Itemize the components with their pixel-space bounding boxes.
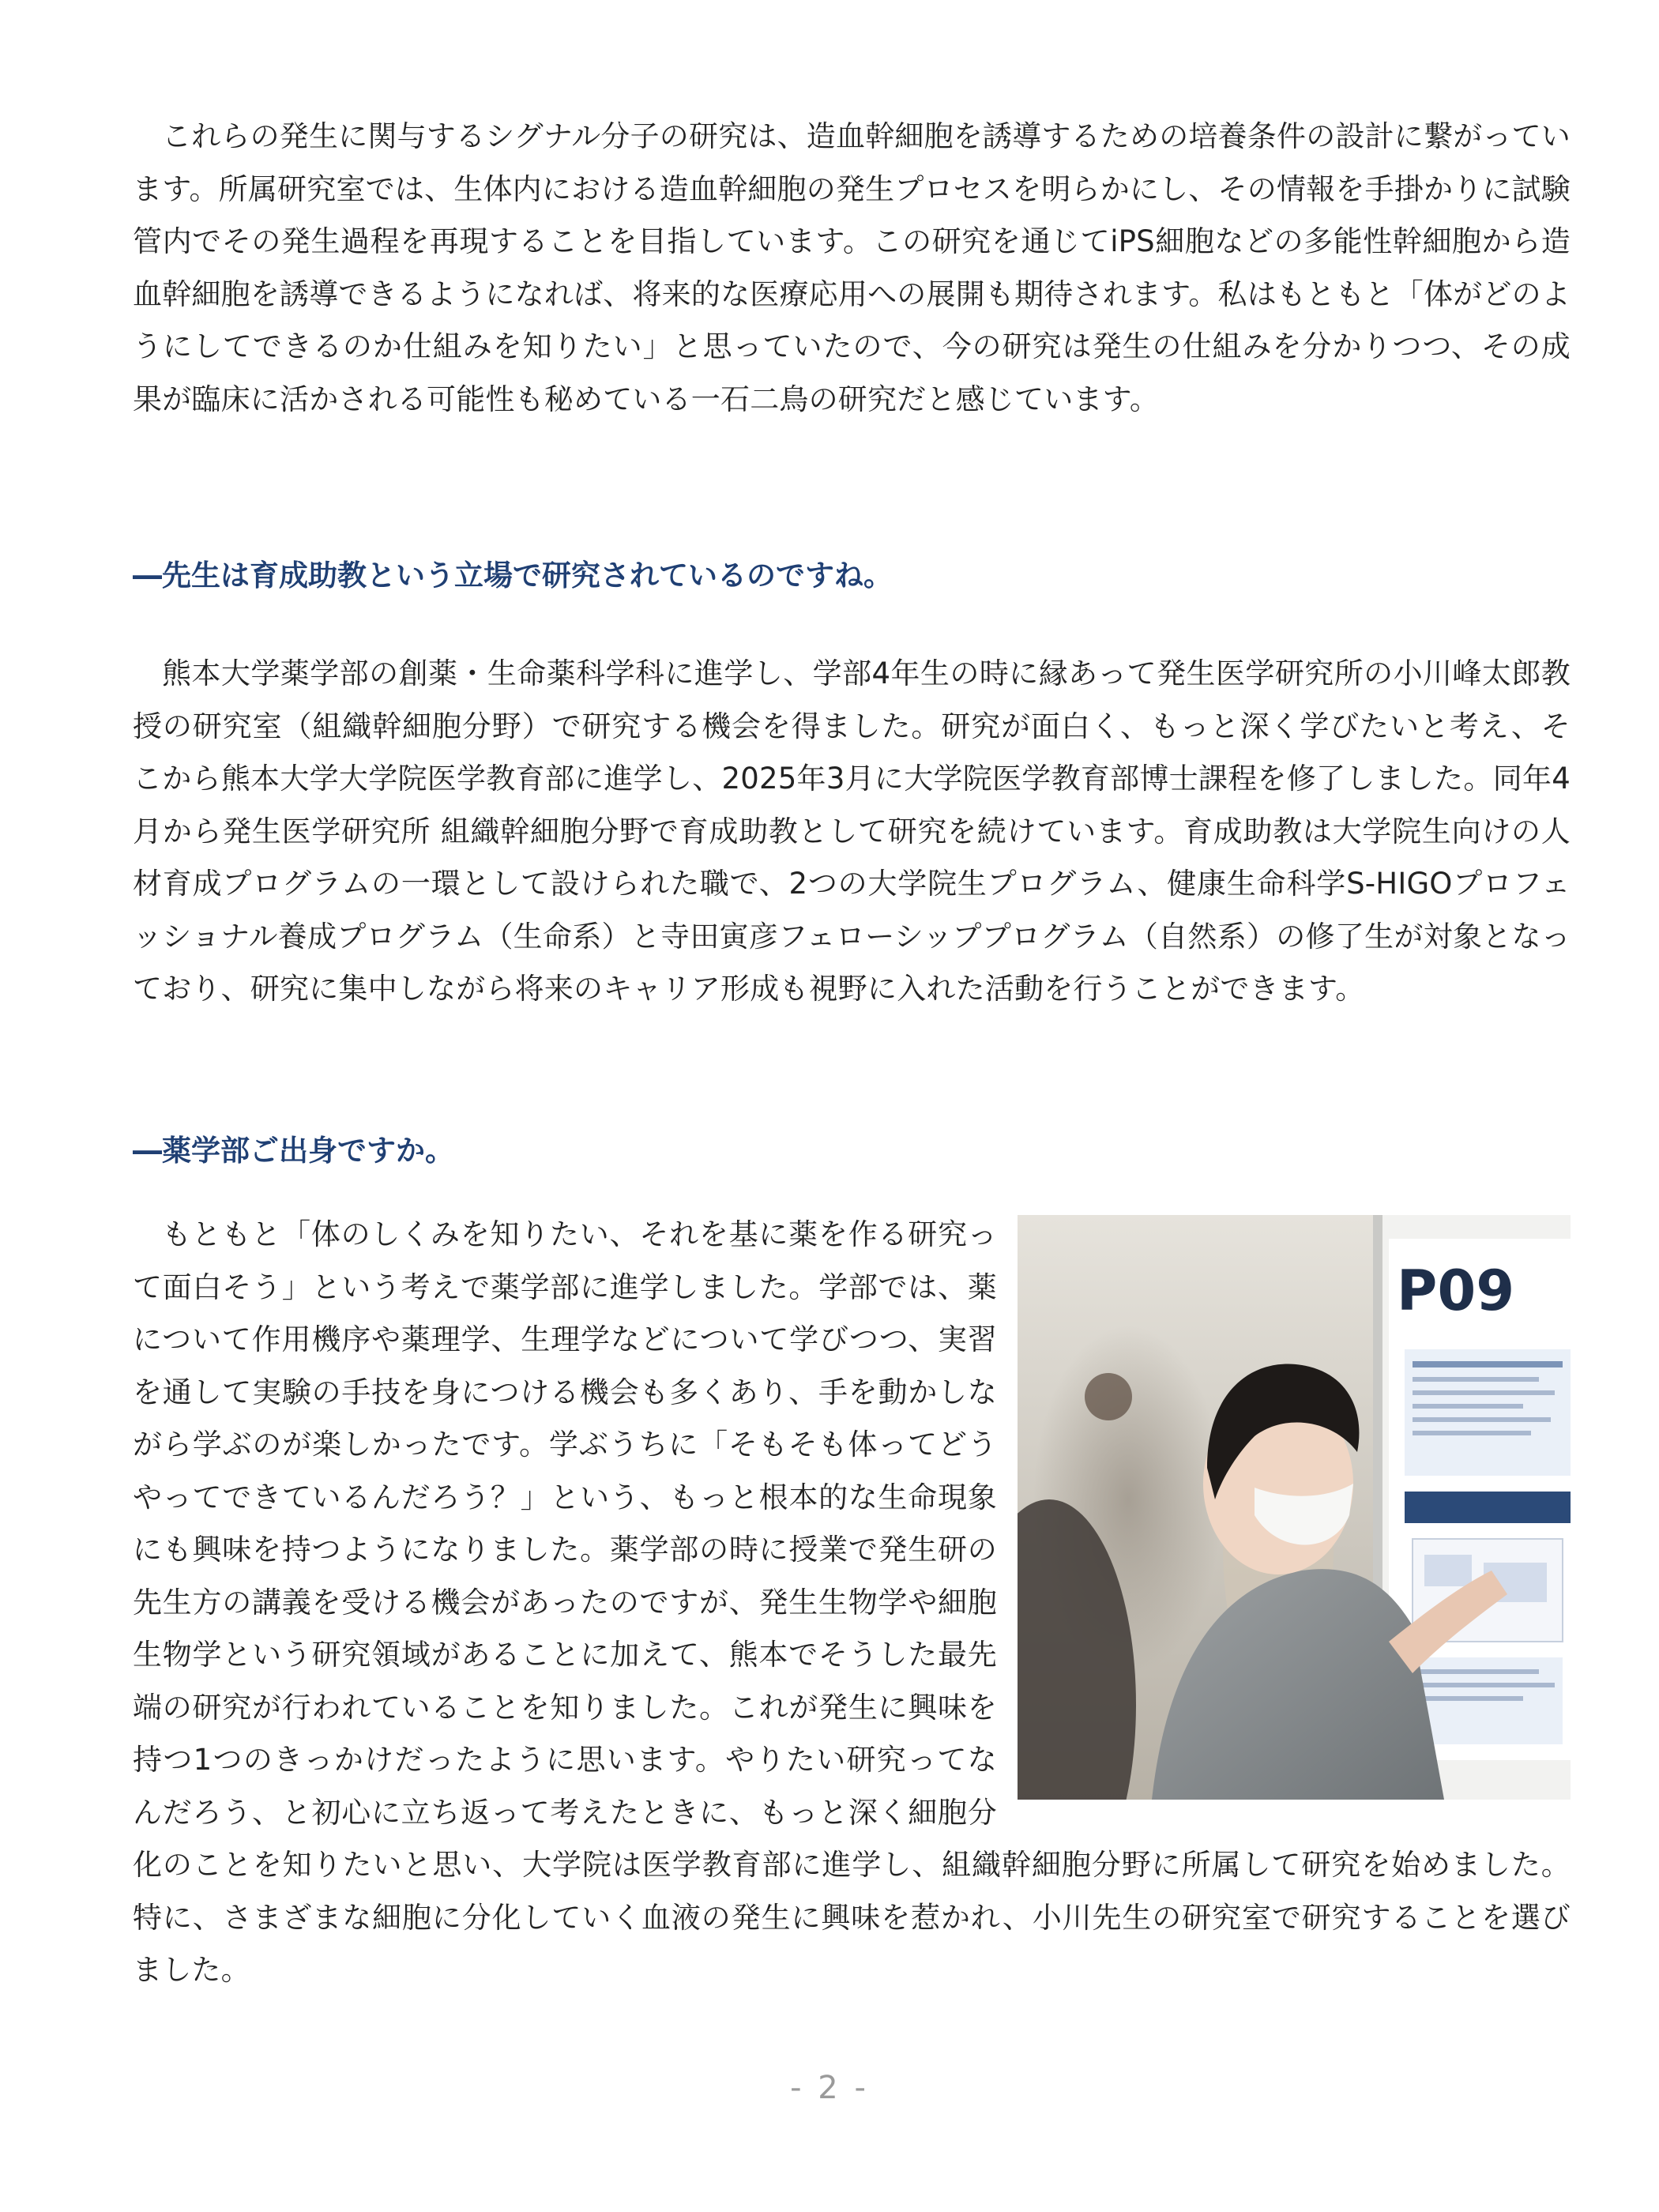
question-heading-training-assistant-professor: ―先生は育成助教という立場で研究されているのですね。 xyxy=(133,559,893,592)
paragraph-pharmacy-story: もともと「体のしくみを知りたい、それを基に薬を作る研究って面白そう」という考えで薬学部に進学しました。学部では、薬について作用機序や薬理学、生理学などについて学びつつ、実習を通して実験の手技を身につける機会も多くあり、手を動かしながら学ぶのが楽しかったです。学ぶうちに「そもそも体ってどうやってできているんだろう？」という、もっと根本的な生命現象にも興味を持つようになりました。薬学部の時に授業で発生研の先生方の講義を受ける機会があったのですが、発生生物学や細胞生物学という研究領域があることに加えて、熊本でそうした最先端の研究が行われていることを知りました。これが発生に興味を持つ1つのきっかけだったように思います。やりたい研究ってなんだろう、と初心に立ち返って考えたときに、もっと深く細胞分化のことを知りたいと思い、大学院は医学教育部に進学し、組織幹細胞分野に所属して研究を始めました。特に、さまざまな細胞に分化していく血液の発生に興味を惹かれ、小川先生の研究室で研究することを選びました。 xyxy=(133,1217,1571,1987)
page-number: - 2 - xyxy=(790,2070,869,2106)
question-heading-pharmacy-background: ―薬学部ご出身ですか。 xyxy=(133,1134,454,1168)
paragraph-signal-molecules: これらの発生に関与するシグナル分子の研究は、造血幹細胞を誘導するための培養条件の設計に繋がっています。所属研究室では、生体内における造血幹細胞の発生プロセスを明らかにし、その情報を手掛かりに試験管内でその発生過程を再現することを目指しています。この研究を通じてiPS細胞などの多能性幹細胞から造血幹細胞を誘導できるようになれば、将来的な医療応用への展開も期待されます。私はもともと「体がどのようにしてできるのか仕組みを知りたい」と思っていたので、今の研究は発生の仕組みを分かりつつ、その成果が臨床に活かされる可能性も秘めている一石二鳥の研究だと感じています。 xyxy=(133,119,1571,416)
paragraph-career-path: 熊本大学薬学部の創薬・生命薬科学科に進学し、学部4年生の時に縁あって発生医学研究所の小川峰太郎教授の研究室（組織幹細胞分野）で研究する機会を得ました。研究が面白く、もっと深く学びたいと考え、そこから熊本大学大学院医学教育部に進学し、2025年3月に大学院医学教育部博士課程を修了しました。同年4月から発生医学研究所 組織幹細胞分野で育成助教として研究を続けています。育成助教は大学院生向けの人材育成プログラムの一環として設けられた職で、2つの大学院生プログラム、健康生命科学S-HIGOプロフェッショナル養成プログラム（生命系）と寺田寅彦フェローシッププログラム（自然系）の修了生が対象となっており、研究に集中しながら将来のキャリア形成も視野に入れた活動を行うことができます。 xyxy=(133,656,1571,1006)
poster-session-photo xyxy=(1018,1215,1571,1800)
paragraph-pharmacy-story-block xyxy=(133,1209,1571,1997)
poster-label: P09 xyxy=(1397,1258,1515,1323)
photo-illustration xyxy=(1018,1215,1571,1800)
